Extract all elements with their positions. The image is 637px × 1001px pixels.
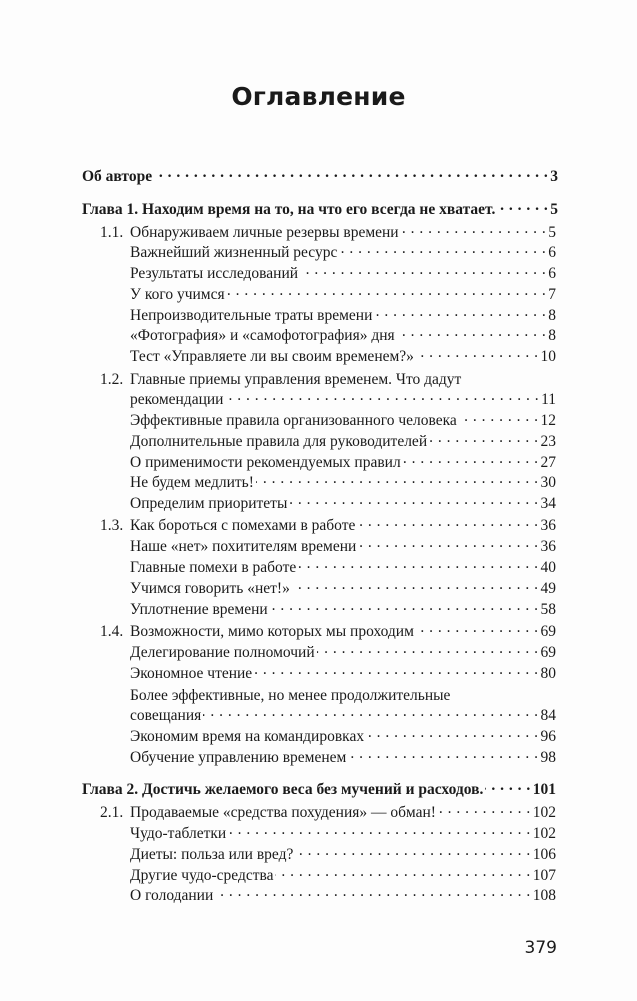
- toc-entry-label: совещания: [130, 707, 202, 724]
- toc-subentry[interactable]: [130, 664, 556, 684]
- toc-subentry[interactable]: [130, 537, 556, 557]
- toc-entry-page: 107: [532, 867, 556, 884]
- toc-entry-page: 102: [532, 825, 556, 842]
- toc-entry-label: Наше «нет» похитителям времени: [130, 538, 357, 555]
- dot-leader: [300, 264, 546, 278]
- toc-subentry[interactable]: [130, 347, 556, 367]
- dot-leader: [203, 706, 538, 720]
- toc-entry-label: Важнейший жизненный ресурс: [130, 244, 338, 261]
- toc-entry-label: Другие чудо-средства: [130, 867, 274, 884]
- toc-subentry[interactable]: [130, 706, 556, 726]
- dot-leader: [416, 622, 539, 636]
- dot-leader: [459, 411, 539, 425]
- toc-entry-page: 11: [541, 391, 556, 408]
- toc-entry-page: 84: [540, 707, 556, 724]
- toc-subentry-line1[interactable]: [130, 686, 450, 706]
- toc-entry-page: 23: [540, 433, 556, 450]
- toc-subentry[interactable]: [130, 824, 556, 844]
- toc-entry-label: Экономное чтение: [130, 665, 253, 682]
- toc-entry-label: О применимости рекомендуемых правил: [130, 454, 401, 471]
- toc-entry-about[interactable]: [82, 167, 558, 187]
- toc-entry-label: Более эффективные, но менее продолжительные: [130, 687, 451, 704]
- page-number: 379: [524, 938, 557, 958]
- toc-entry-page: 106: [532, 846, 556, 863]
- dot-leader: [358, 537, 538, 551]
- toc-entry-label: «Фотография» и «самофотография» дня: [130, 327, 395, 344]
- toc-subentry[interactable]: [130, 727, 556, 747]
- toc-subentry[interactable]: [130, 264, 556, 284]
- toc-entry-page: 12: [540, 412, 556, 429]
- dot-leader: [295, 845, 530, 859]
- toc-entry-label: Возможности, мимо которых мы проходим: [130, 623, 414, 640]
- dot-leader: [357, 516, 538, 530]
- toc-subentry[interactable]: [130, 558, 556, 578]
- toc-subentry[interactable]: [130, 748, 556, 768]
- dot-leader: [366, 727, 538, 741]
- toc-entry-page: 30: [540, 474, 556, 491]
- toc-section-number: 1.1.: [100, 224, 124, 241]
- toc-entry-page: 7: [548, 286, 556, 303]
- toc-entry-page: 10: [540, 348, 556, 365]
- toc-section-1-2-line1[interactable]: [100, 370, 461, 390]
- toc-entry-label: Определим приоритеты: [130, 495, 288, 512]
- dot-leader: [374, 306, 546, 320]
- toc-entry-page: 69: [540, 623, 556, 640]
- toc-entry-label: Дополнительные правила для руководителей: [130, 433, 428, 450]
- dot-leader: [348, 748, 538, 762]
- toc-section-1-3[interactable]: [100, 516, 556, 536]
- toc-subentry[interactable]: [130, 411, 556, 431]
- toc-entry-page: 34: [540, 495, 556, 512]
- toc-subentry[interactable]: [130, 643, 556, 663]
- toc-entry-label: Продаваемые «средства похудения» — обман!: [130, 804, 436, 821]
- toc-entry-label: О голодании: [130, 887, 214, 904]
- toc-entry-page: 5: [548, 224, 556, 241]
- toc-subentry[interactable]: [130, 579, 556, 599]
- toc-entry-page: 102: [532, 804, 556, 821]
- toc-subentry[interactable]: [130, 866, 556, 886]
- toc-entry-page: 49: [540, 580, 556, 597]
- toc-section-1-4[interactable]: [100, 622, 556, 642]
- toc-entry-label: Эффективные правила организованного человека: [130, 412, 457, 429]
- toc-section-1-1[interactable]: [100, 223, 556, 243]
- toc-entry-page: 8: [548, 307, 556, 324]
- dot-leader: [275, 866, 530, 880]
- dot-leader: [397, 326, 547, 340]
- toc-entry-page: 58: [540, 601, 556, 618]
- dot-leader: [225, 390, 539, 404]
- toc-subentry[interactable]: [130, 494, 556, 514]
- toc-subentry[interactable]: [130, 432, 556, 452]
- toc-section-number: 1.2.: [100, 371, 124, 388]
- dot-leader: [292, 579, 539, 593]
- dot-leader: [298, 558, 538, 572]
- toc-entry-label: Результаты исследований: [130, 265, 299, 282]
- dot-leader: [438, 803, 531, 817]
- dot-leader: [429, 432, 538, 446]
- toc-entry-page: 96: [540, 728, 556, 745]
- dot-leader: [289, 494, 538, 508]
- toc-entry-label: Тест «Управляете ли вы своим временем?»: [130, 348, 414, 365]
- toc-subentry[interactable]: [130, 285, 556, 305]
- toc-section-number: 1.4.: [100, 623, 124, 640]
- dot-leader: [256, 473, 539, 487]
- toc-entry-page: 36: [540, 517, 556, 534]
- toc-entry-label: рекомендации: [130, 391, 224, 408]
- toc-entry-page: 101: [532, 781, 556, 798]
- toc-entry-page: 6: [548, 244, 556, 261]
- toc-chapter-2[interactable]: [82, 780, 556, 800]
- toc-entry-label: Обучение управлению временем: [130, 749, 347, 766]
- toc-entry-label: Экономим время на командировках: [130, 728, 365, 745]
- toc-subentry[interactable]: [130, 600, 556, 620]
- toc-subentry[interactable]: [130, 326, 556, 346]
- toc-entry-page: 3: [550, 168, 558, 185]
- toc-subentry[interactable]: [130, 243, 556, 263]
- toc-section-1-2[interactable]: [130, 390, 556, 410]
- toc-entry-page: 80: [540, 665, 556, 682]
- dot-leader: [254, 664, 538, 678]
- dot-leader: [227, 285, 547, 299]
- page-title: Оглавление: [231, 82, 406, 111]
- toc-entry-label: Главные приемы управления временем. Что дадут: [130, 371, 462, 388]
- dot-leader: [317, 643, 539, 657]
- toc-entry-label: Непроизводительные траты времени: [130, 307, 373, 324]
- toc-subentry[interactable]: [130, 473, 556, 493]
- toc-entry-page: 27: [540, 454, 556, 471]
- toc-entry-label: Не будем медлить!: [130, 474, 254, 491]
- toc-subentry[interactable]: [130, 886, 556, 906]
- dot-leader: [403, 453, 539, 467]
- toc-entry-label: Учимся говорить «нет!»: [130, 580, 290, 597]
- toc-entry-label: Главные помехи в работе: [130, 559, 297, 576]
- toc-section-number: 1.3.: [100, 517, 124, 534]
- dot-leader: [339, 243, 546, 257]
- toc-entry-page: 40: [540, 559, 556, 576]
- toc-entry-label: Глава 1. Находим время на то, на что его всегда не хватает.: [82, 201, 496, 218]
- toc-entry-page: 5: [550, 201, 558, 218]
- toc-entry-page: 8: [548, 327, 556, 344]
- toc-entry-label: У кого учимся: [130, 286, 225, 303]
- toc-entry-label: Глава 2. Достичь желаемого веса без мучений и расходов.: [82, 781, 484, 798]
- toc-entry-page: 69: [540, 644, 556, 661]
- toc-subentry[interactable]: [130, 453, 556, 473]
- dot-leader: [228, 824, 531, 838]
- toc-entry-label: Об авторе: [82, 168, 153, 185]
- dot-leader: [270, 600, 539, 614]
- toc-entry-label: Чудо-таблетки: [130, 825, 227, 842]
- dot-leader: [215, 886, 530, 900]
- dot-leader: [154, 167, 548, 181]
- toc-entry-label: Уплотнение времени: [130, 601, 268, 618]
- toc-subentry[interactable]: [130, 845, 556, 865]
- dot-leader: [485, 780, 530, 794]
- toc-entry-page: 98: [540, 749, 556, 766]
- toc-entry-page: 36: [540, 538, 556, 555]
- dot-leader: [401, 223, 547, 237]
- toc-entry-label: Делегирование полномочий: [130, 644, 315, 661]
- toc-entry-page: 108: [532, 887, 556, 904]
- toc-section-number: 2.1.: [100, 804, 124, 821]
- toc-entry-label: Диеты: польза или вред?: [130, 846, 294, 863]
- toc-entry-page: 6: [548, 265, 556, 282]
- toc-entry-label: Обнаруживаем личные резервы времени: [130, 224, 399, 241]
- toc-subentry[interactable]: [130, 306, 556, 326]
- toc-entry-label: Как бороться с помехами в работе: [130, 517, 356, 534]
- dot-leader: [416, 347, 539, 361]
- toc-section-2-1[interactable]: [100, 803, 556, 823]
- dot-leader: [497, 200, 548, 214]
- toc-chapter-1[interactable]: [82, 200, 558, 220]
